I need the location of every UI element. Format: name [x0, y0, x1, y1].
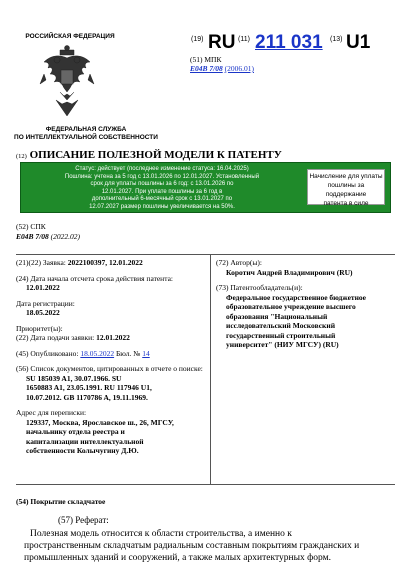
- russian-emblem-icon: [36, 44, 98, 119]
- status-line: 12.01.2027. При уплате пошлины за 6 год в: [101, 188, 223, 195]
- status-line: 12.07.2027 размер пошлины увеличивается на 50%.: [89, 203, 235, 210]
- agency-line1: ФЕДЕРАЛЬНАЯ СЛУЖБА: [45, 126, 127, 133]
- status-panel: [20, 162, 391, 213]
- fee-payment-button[interactable]: Начисление для уплаты пошлины за поддержание патента в силе: [307, 169, 385, 205]
- mpk-class-link[interactable]: E04B 7/08: [190, 64, 223, 73]
- code-19: (19): [191, 36, 204, 43]
- mpk-version-link[interactable]: (2006.01): [224, 64, 254, 73]
- abstract-label: (57) Реферат:: [58, 515, 109, 525]
- spk-label: (52) СПК: [16, 222, 46, 231]
- spk-version: (2022.02): [50, 232, 80, 241]
- code-11: (11): [238, 36, 250, 43]
- bibliographic-right-column: (72) Автор(ы): Коротич Андрей Владимирович (RU) (73) Патентообладатель(и): Федеральное государственное бюджетное образовательное учреждение высшего образования "Национальный исследовательский Московский государственный строительный университет" (НИУ МГСУ) (RU): [216, 258, 367, 349]
- spk-class: E04B 7/08: [16, 232, 49, 241]
- abstract-text: Полезная модель относится к области строительства, а именно к пространственным складчатым радиальным составным покрытиям гражданских и промышленных зданий и сооружений, а также малых архитектурных форм.: [24, 529, 360, 563]
- bibliographic-left-column: (21)(22) Заявка: 2022100397, 12.01.2022 (24) Дата начала отсчета срока действия патента: 12.01.2022 Дата регистрации: 18.05.2022 Приоритет(ы): (22) Дата подачи заявки: 12.01.2022 (45) Опубликовано: 18.05.2022 Бюл. № 14 (56) Список документов, цитированных в отчете о поиске: SU 185039 A1, 30.07.1966. SU 1650883 A1, 23.05.1991. RU 117946 U1, 10.07.2012. GB 1170786 A, 19.11.1969. Адрес для переписки: 129337, Москва, Ярославское ш., 26, МГСУ, начальнику отдела реестра и капитализации интеллектуальной собственности Колычугину Д.Ю.: [16, 258, 203, 455]
- model-name: (54) Покрытие складчатое: [16, 497, 106, 506]
- mpk-label: (51) МПК: [190, 55, 222, 64]
- bulletin-link[interactable]: 14: [142, 348, 150, 358]
- document-title: (12) ОПИСАНИЕ ПОЛЕЗНОЙ МОДЕЛИ К ПАТЕНТУ: [16, 149, 282, 161]
- published-date-link[interactable]: 18.05.2022: [80, 348, 115, 358]
- code-13: (13): [330, 36, 343, 43]
- status-line: срок для уплаты пошлины за 6 год: с 13.01.2026 по: [90, 181, 234, 187]
- status-line: Статус: действует (последнее изменение статуса: 16.04.2025): [75, 166, 249, 172]
- country-code: RU: [208, 32, 236, 53]
- country-name: РОССИЙСКАЯ ФЕДЕРАЦИЯ: [25, 33, 115, 40]
- column-divider: [210, 254, 211, 484]
- status-line: дополнительный 6-месячный срок с 13.01.2027 по: [91, 196, 233, 202]
- patent-number-link[interactable]: 211 031: [255, 32, 323, 53]
- separator: [16, 254, 395, 255]
- kind-code: U1: [346, 32, 371, 53]
- status-line: Пошлина: учтена за 5 год с 13.01.2026 по 12.01.2027. Установленный: [64, 173, 260, 180]
- agency-line2: ПО ИНТЕЛЛЕКТУАЛЬНОЙ СОБСТВЕННОСТИ: [14, 134, 158, 141]
- separator: [16, 484, 395, 485]
